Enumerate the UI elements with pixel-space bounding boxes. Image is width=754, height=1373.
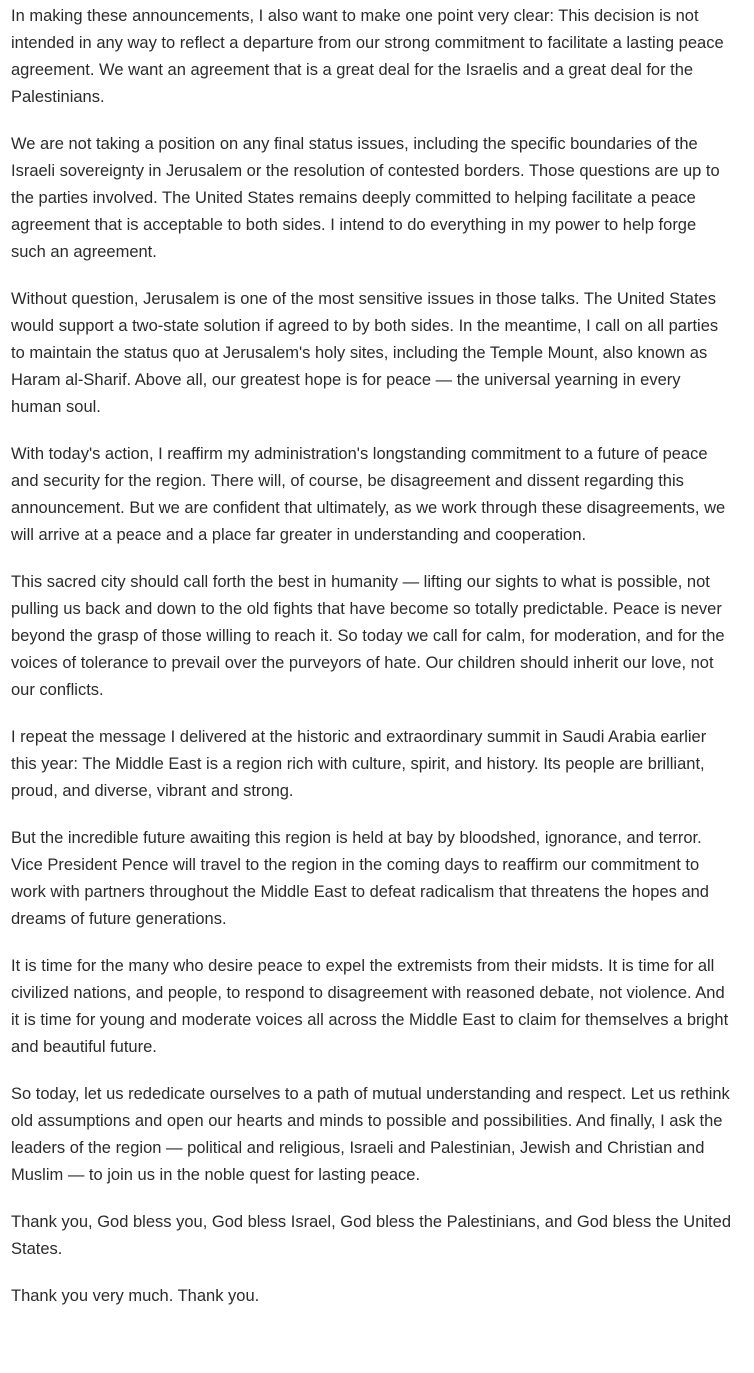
paragraph: With today's action, I reaffirm my administration's longstanding commitment to a future of peace and security for the region. There will, of course, be disagreement and dissent regarding this announcement. But we are confident that ultimately, as we work through these disagreements, we will arrive at a peace and a place far greater in understanding and cooperation. — [11, 445, 726, 544]
paragraph: This sacred city should call forth the best in humanity — lifting our sights to what is possible, not pulling us back and down to the old fights that have become so totally predictable. Peace is never beyond the grasp of those willing to reach it. So today we call for calm, for moderation, and for the voices of tolerance to prevail over the purveyors of hate. Our children should inherit our love, not our conflicts. — [11, 573, 725, 699]
paragraph: So today, let us rededicate ourselves to a path of mutual understanding and respect. Let us rethink old assumptions and open our hearts and minds to possible and possibilities. And finally, I ask the leaders of the region — political and religious, Israeli and Palestinian, Jewish and Christian and Muslim — to join us in the noble quest for lasting peace. — [11, 1085, 730, 1184]
paragraph: I repeat the message I delivered at the historic and extraordinary summit in Saudi Arabia earlier this year: The Middle East is a region rich with culture, spirit, and history. Its people are brilliant, proud, and diverse, vibrant and strong. — [11, 728, 707, 800]
paragraph: Thank you very much. Thank you. — [11, 1287, 260, 1305]
paragraph: In making these announcements, I also want to make one point very clear: This decision is not intended in any way to reflect a departure from our strong commitment to facilitate a lasting peace agreement. We want an agreement that is a great deal for the Israelis and a great deal for the Palestinians. — [11, 7, 724, 106]
paragraph: Thank you, God bless you, God bless Israel, God bless the Palestinians, and God bless the United States. — [11, 1213, 731, 1258]
paragraph: But the incredible future awaiting this region is held at bay by bloodshed, ignorance, and terror. Vice President Pence will travel to the region in the coming days to reaffirm our commitment to work with partners throughout the Middle East to defeat radicalism that threatens the hopes and dreams of future generations. — [11, 829, 709, 928]
paragraph: Without question, Jerusalem is one of the most sensitive issues in those talks. The United States would support a two-state solution if agreed to by both sides. In the meantime, I call on all parties to maintain the status quo at Jerusalem's holy sites, including the Temple Mount, also known as Haram al-Sharif. Above all, our greatest hope is for peace — the universal yearning in every human soul. — [11, 290, 719, 416]
paragraph: It is time for the many who desire peace to expel the extremists from their midsts. It is time for all civilized nations, and people, to respond to disagreement with reasoned debate, not violence. And it is time for young and moderate voices all across the Middle East to claim for themselves a bright and beautiful future. — [11, 957, 729, 1056]
paragraph: We are not taking a position on any final status issues, including the specific boundaries of the Israeli sovereignty in Jerusalem or the resolution of contested borders. Those questions are up to the parties involved. The United States remains deeply committed to helping facilitate a peace agreement that is acceptable to both sides. I intend to do everything in my power to help forge such an agreement. — [11, 135, 720, 261]
